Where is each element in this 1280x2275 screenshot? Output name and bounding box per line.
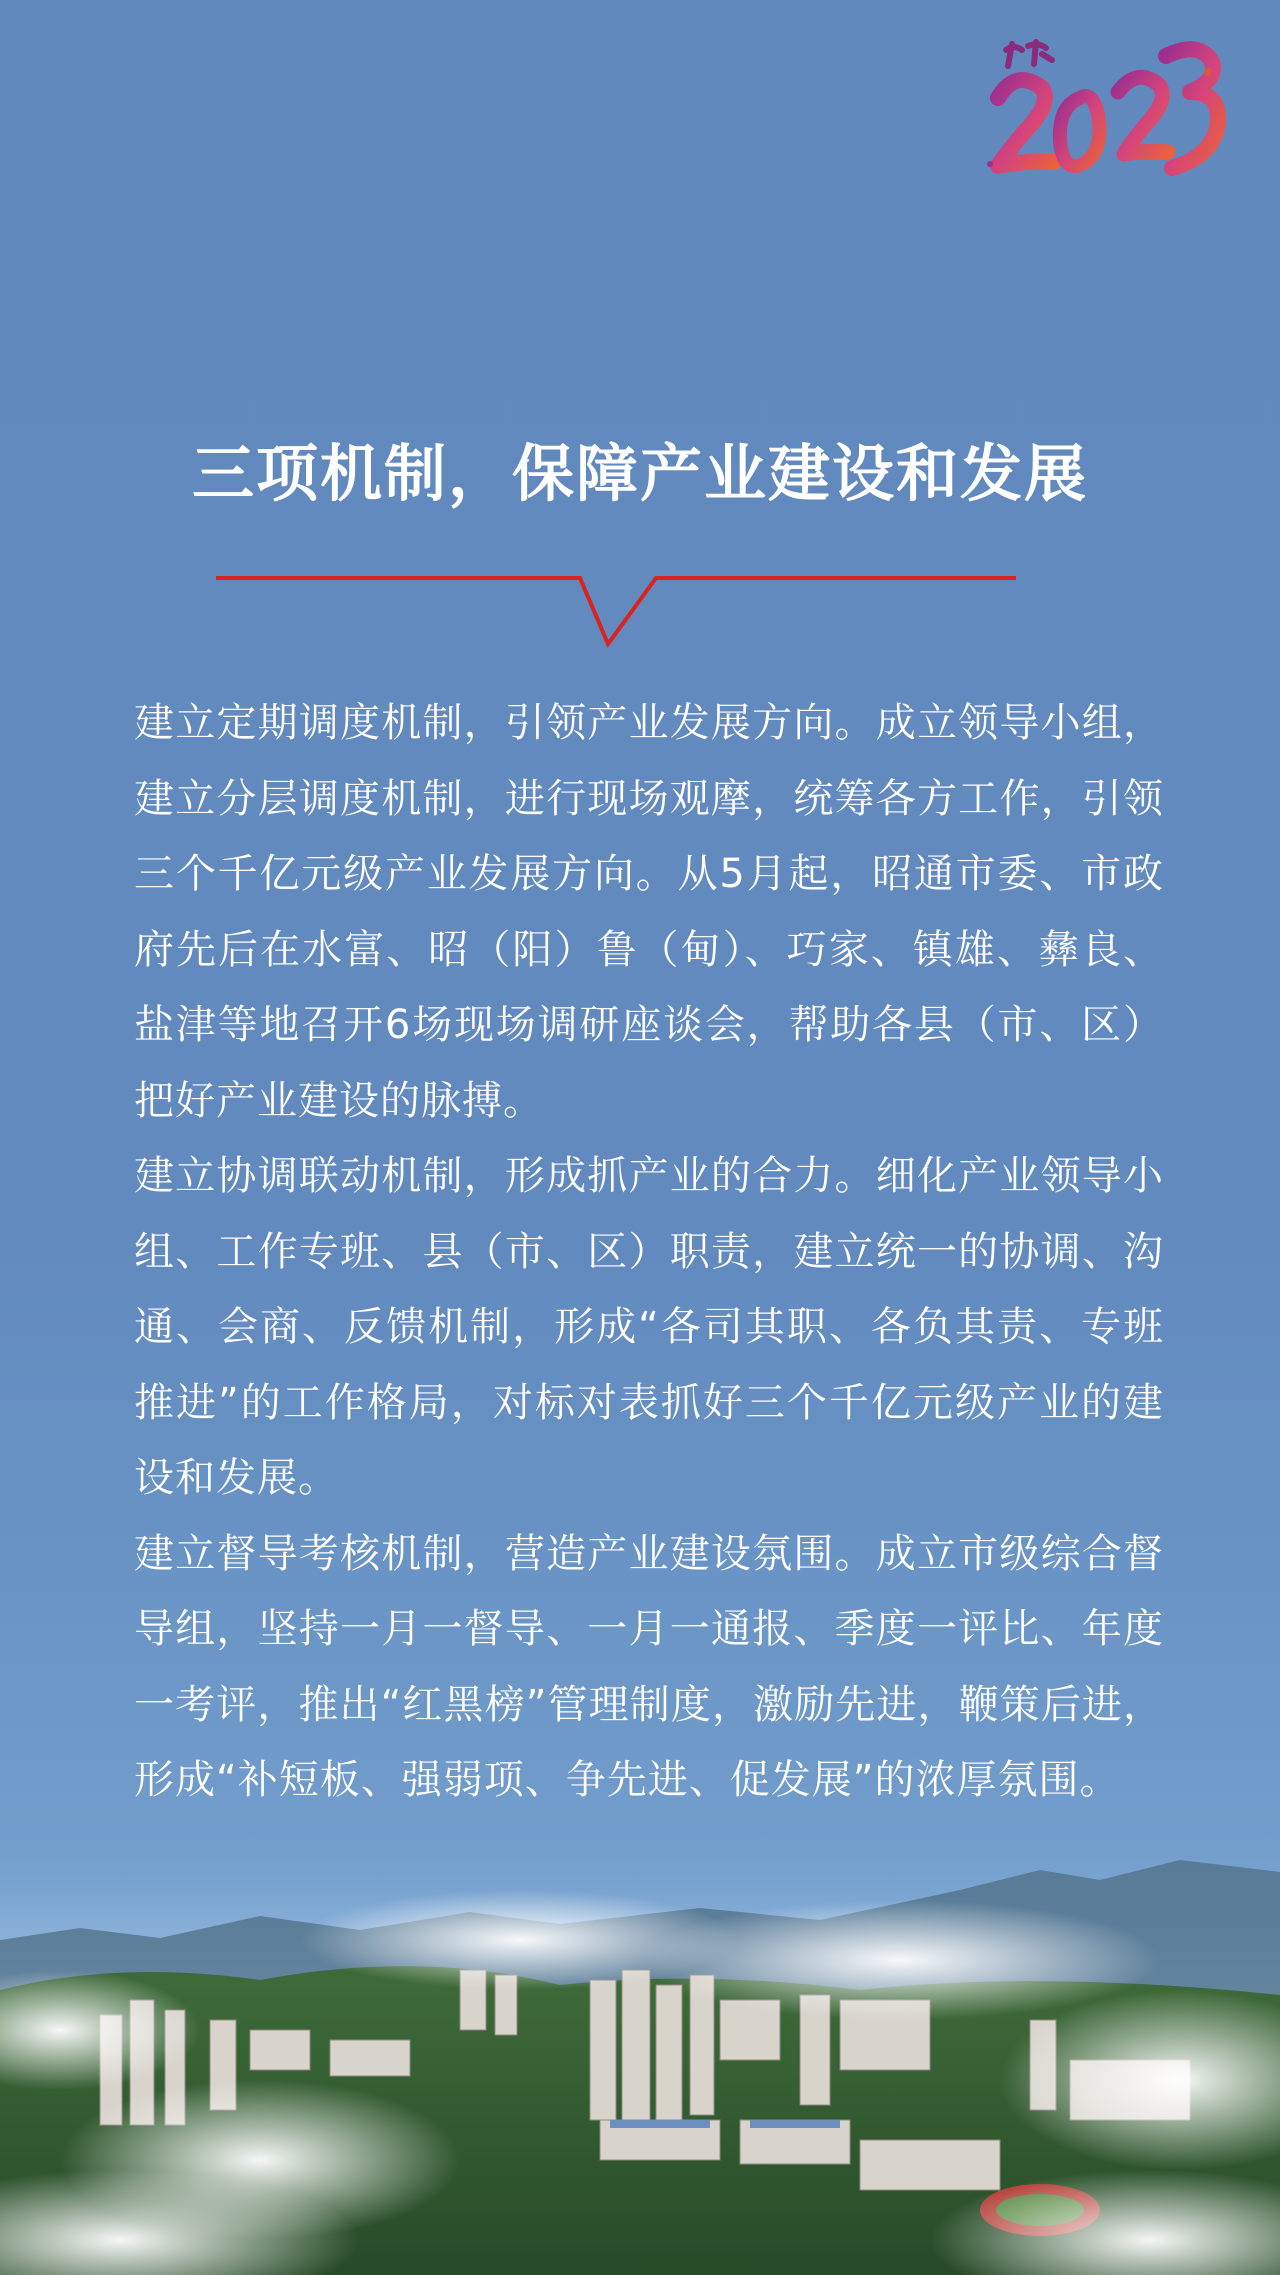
city-aerial-photo xyxy=(0,1820,1280,2275)
article-body xyxy=(134,686,1164,1819)
brand-logo xyxy=(968,28,1228,188)
brand-logo-graphic xyxy=(968,28,1228,188)
divider-line xyxy=(216,570,1016,650)
title-divider xyxy=(216,570,1016,650)
paragraph-supervision: 建立督导考核机制，营造产业建设氛围。成立市级综合督导组，坚持一月一督导、一月一通报、季度一评比、年度一考评，推出“红黑榜”管理制度，激励先进，鞭策后进，形成“补短板、强弱项、争先进、促发展”的浓厚氛围。 xyxy=(134,1530,1164,1803)
page-title: 三项机制，保障产业建设和发展 xyxy=(191,437,1088,510)
paragraph-coordination: 建立协调联动机制，形成抓产业的合力。细化产业领导小组、工作专班、县（市、区）职责，建立统一的协调、沟通、会商、反馈机制，形成“各司其职、各负其责、专班推进”的工作格局，对标对表抓好三个千亿元级产业的建设和发展。 xyxy=(134,1153,1164,1501)
city-aerial-graphic xyxy=(0,1820,1280,2275)
paragraph-periodic-scheduling: 建立定期调度机制，引领产业发展方向。成立领导小组，建立分层调度机制，进行现场观摩，统筹各方工作，引领三个千亿元级产业发展方向。从5月起，昭通市委、市政府先后在水富、昭（阳）鲁（甸）、巧家、镇雄、彝良、盐津等地召开6场现场调研座谈会，帮助各县（市、区）把好产业建设的脉搏。 xyxy=(134,700,1164,1124)
